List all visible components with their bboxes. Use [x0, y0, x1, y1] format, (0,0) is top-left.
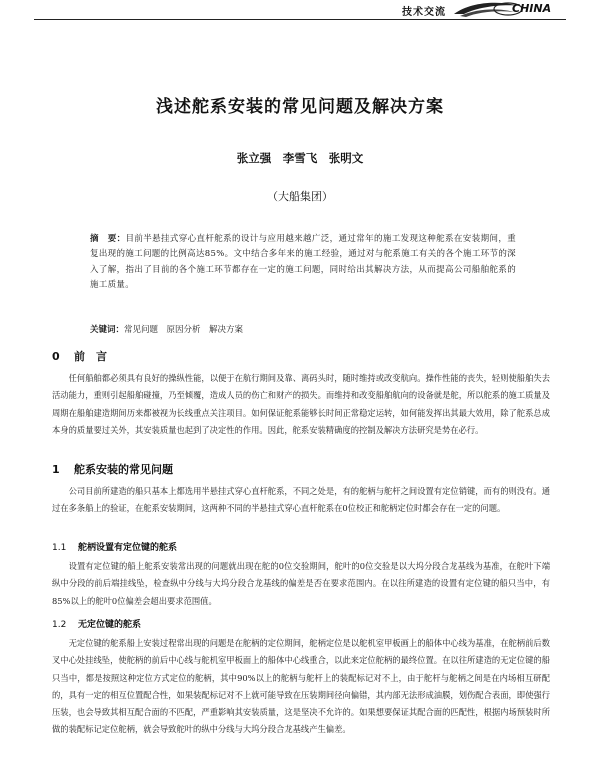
section-title: 舵系安装的常见问题 [74, 463, 173, 476]
abstract-label: 摘 要： [90, 234, 126, 244]
subsection-paragraph-1-1: 设置有定位键的船上舵系安装常出现的问题就出现在舵的0位交验期间，舵叶的0位交验是以大坞分段合龙基线为基准，在舵叶下端纵中分段的前后端挂线坠，检查纵中分线与大坞分段合龙基线的偏差是否在要求范围内。在以往所建造的设置有定位键的船只当中，有85%以上的舵叶0位偏差会超出要求范围值。 [52, 561, 550, 606]
header-rule [34, 19, 566, 20]
journal-logo-text: CHINA [512, 2, 552, 15]
subsection-title: 无定位键的舵系 [78, 620, 142, 630]
subsection-heading-1-2 [52, 617, 141, 630]
section-number: 1 [52, 463, 60, 476]
section-title: 前 言 [74, 350, 107, 363]
subsection-paragraph-1-2: 无定位键的舵系船上安装过程常出现的问题是在舵柄的定位期间，舵柄定位是以舵机室甲板画上的船体中心线为基准，在舵柄前后数叉中心处挂线坠，使舵柄的前后中心线与舵机室甲板面上的船体中心线重合，以此来定位舵柄的最终位置。在以往所建造的无定位键的船只当中，都是按照这种定位方式定位的舵柄，其中90%以上的舵柄与舵杆上的装配标记对不上，由于舵杆与舵柄之间是在内场相互研配的，具有一定的相互位置配合性，如果装配标记对不上就可能导致在压装期间径向偏错，其内部无法形成油膜，划伤配合表面，即使强行压装，也会导致其相互配合面的不匹配，严重影响其安装质量，这是坚决不允许的。如果想要保证其配合面的匹配性，根据内场预装时所做的装配标记定位舵柄，就会导致舵叶的纵中分线与大坞分段合龙基线产生偏差。 [52, 638, 550, 735]
section-heading-intro [52, 348, 107, 364]
keywords [90, 323, 516, 335]
paper-title: 浅述舵系安装的常见问题及解决方案 [156, 97, 444, 117]
abstract-text: 目前半悬挂式穿心直杆舵系的设计与应用越来越广泛，通过常年的施工发现这种舵系在安装期间，重复出现的施工问题的比例高达85%。文中结合多年来的施工经验，通过对与舵系施工有关的各个施工环节的深入了解，指出了目前的各个施工环节都存在一定的施工问题，同时给出其解决方法，从而提高公司船舶舵系的施工质量。 [90, 234, 516, 290]
subsection-title: 舵柄设置有定位键的舵系 [78, 543, 178, 553]
keywords-label: 关键词： [90, 325, 125, 335]
keywords-text: 常见问题 原因分析 解决方案 [124, 325, 244, 335]
subsection-number: 1.2 [52, 620, 67, 630]
author-affiliation: （大船集团） [267, 190, 333, 203]
abstract [90, 232, 516, 293]
subsection-number: 1.1 [52, 543, 67, 553]
section-paragraph-intro: 任何船舶都必须具有良好的操纵性能，以便于在航行期间及靠、离码头时，随时维持或改变航向。操作性能的丧失，轻则使船舶失去活动能力，重则引起船舶碰撞，乃至倾覆，造成人员的伤亡和财产的损失。而维持和改变船舶航向的设备就是舵，所以舵系的施工质量及周期在船舶建造期间历来都被视为长线重点关注项目。如何保证舵系能够长时间正常稳定运转，如何能发挥出其最大效用，除了舵系总成本身的质量要过关外，其安装质量也起到了决定性的作用。因此，舵系安装精确度的控制及解决方法研究是势在必行。 [52, 373, 550, 435]
section-number: 0 [52, 350, 60, 363]
section-heading-1 [52, 461, 173, 477]
journal-section-label: 技术交流 [402, 7, 446, 18]
page-header [0, 0, 600, 22]
subsection-heading-1-1 [52, 540, 177, 553]
section-paragraph-1: 公司目前所建造的船只基本上都选用半悬挂式穿心直杆舵系，不同之处是，有的舵柄与舵杆之间设置有定位销键，而有的则没有。通过在多条船上的验证，在舵系安装期间，这两种不同的半悬挂式穿心直杆舵系在0位校正和舵柄定位时都会存在一定的问题。 [52, 486, 550, 514]
paper-authors: 张立强 李雪飞 张明文 [236, 151, 364, 165]
